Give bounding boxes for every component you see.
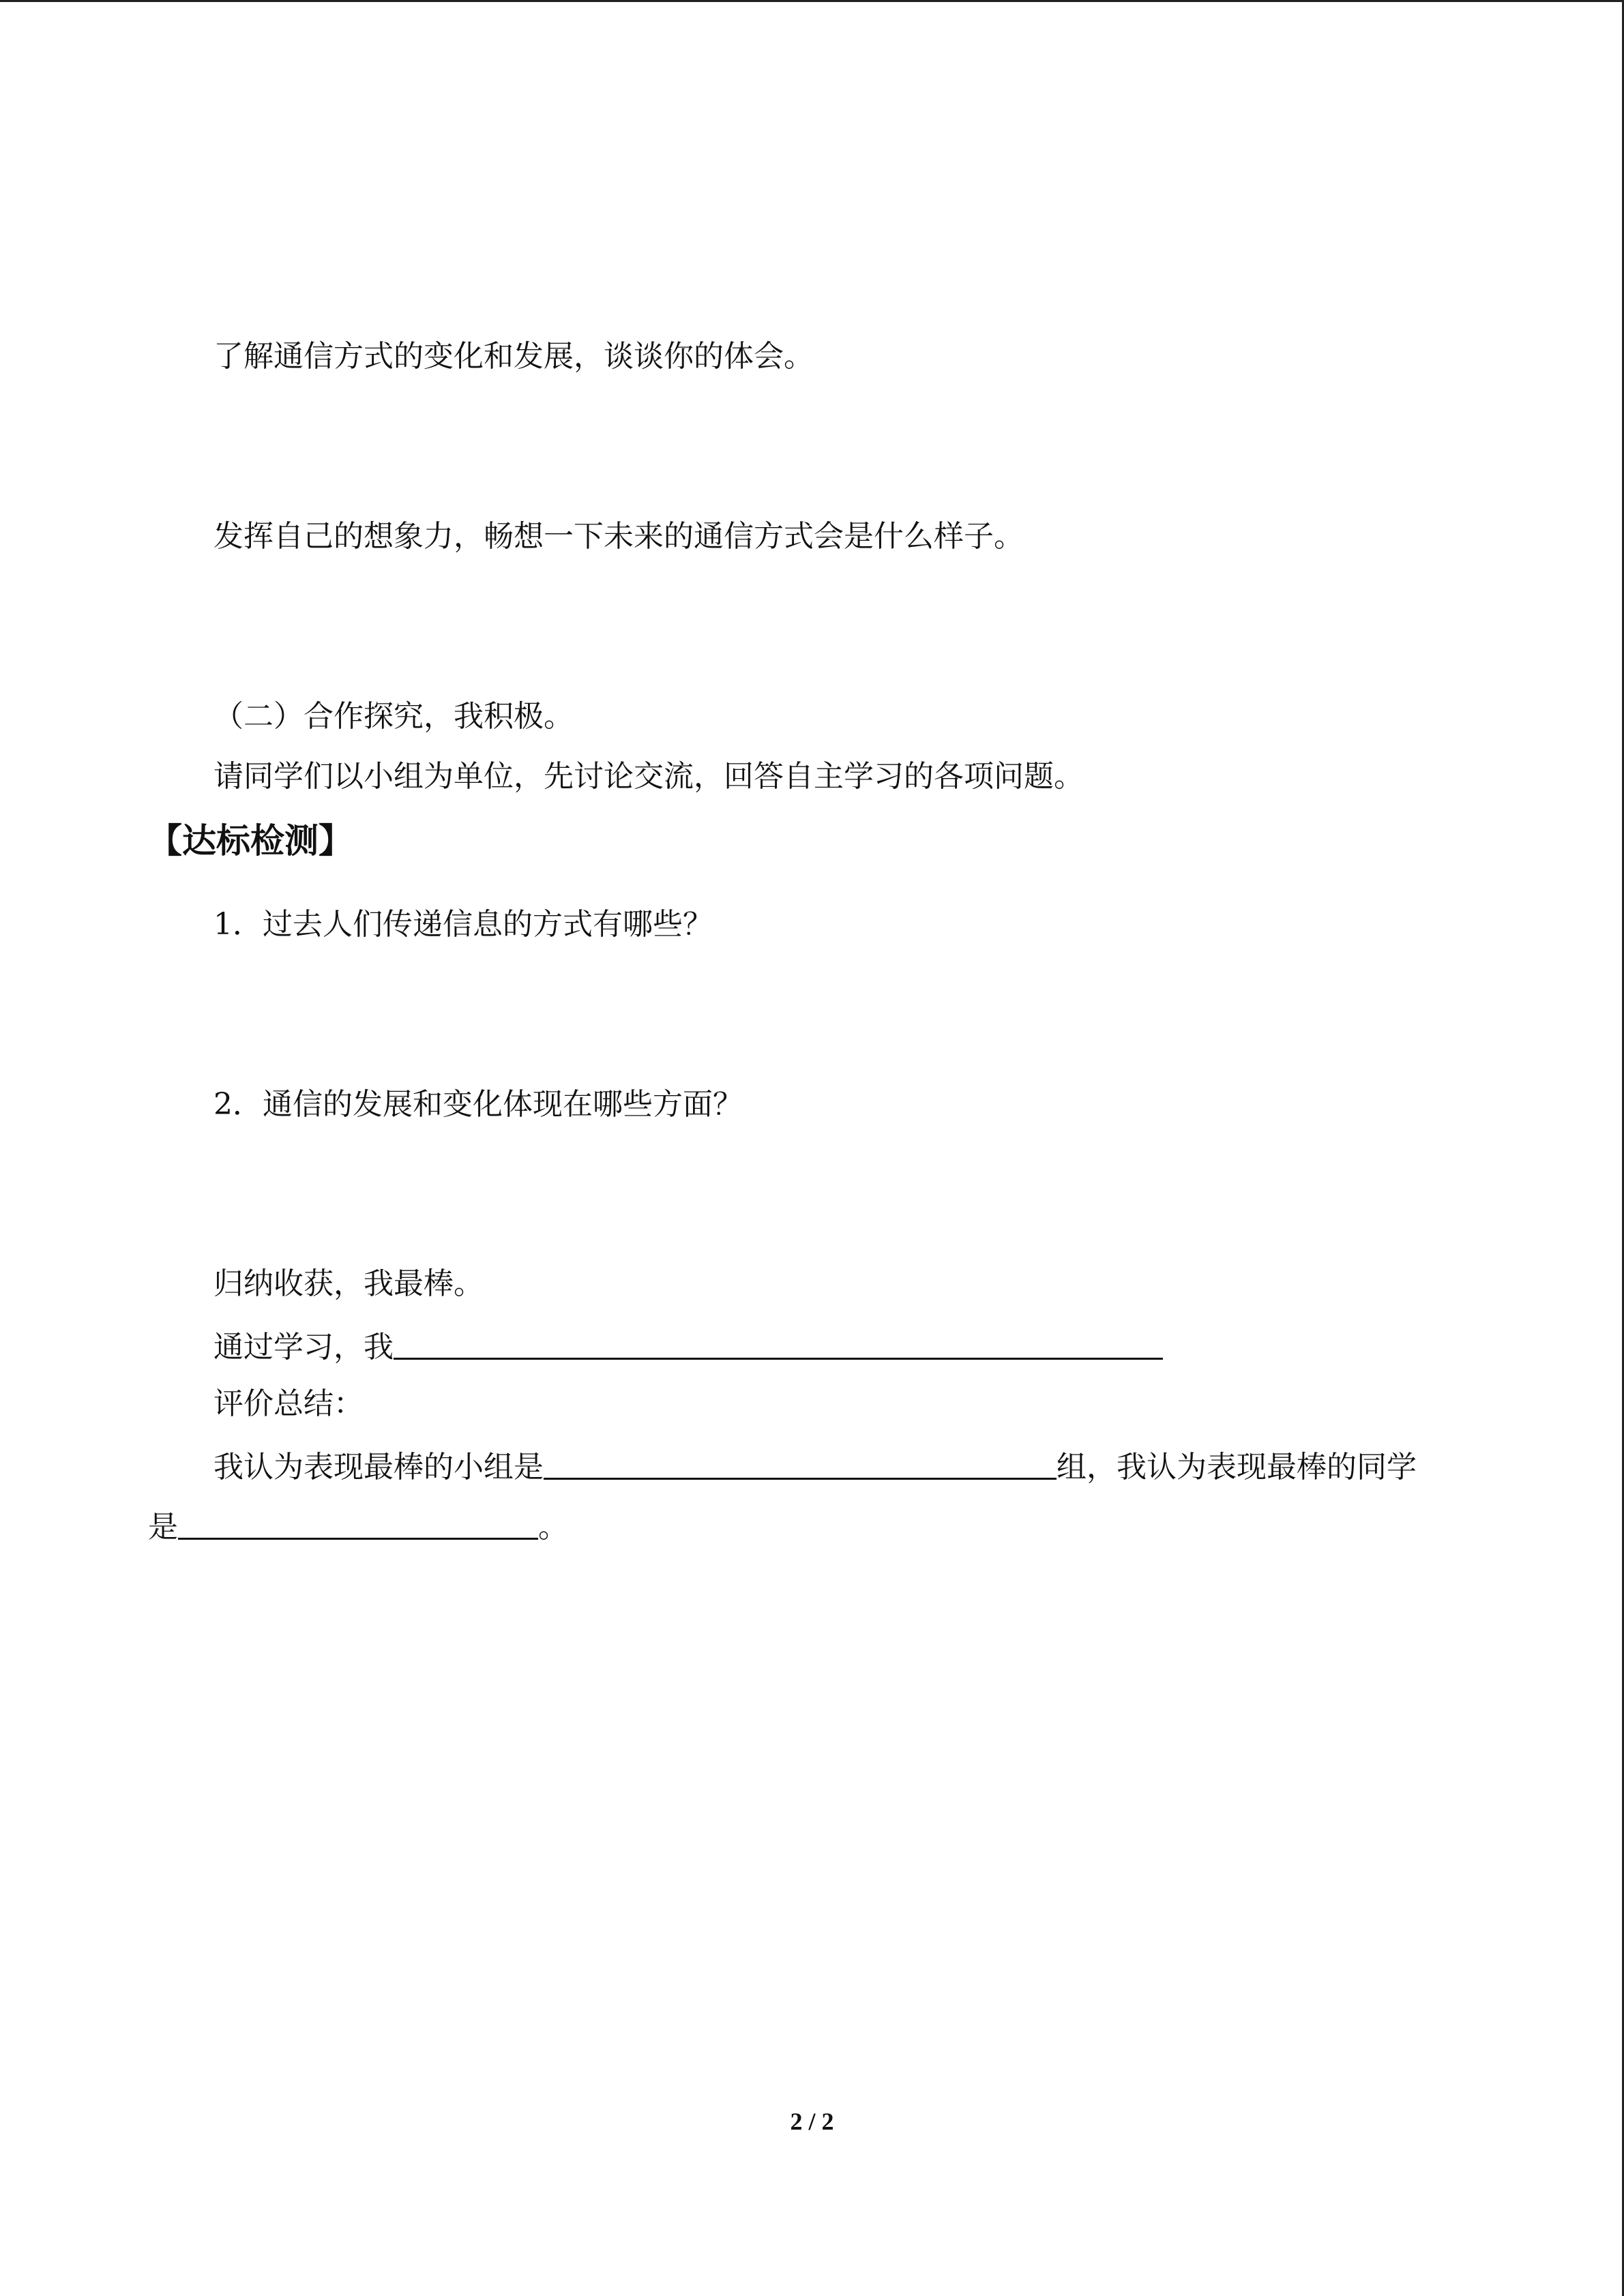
summary-heading: 归纳收获，我最棒。 xyxy=(213,1266,484,1301)
best-student-blank[interactable] xyxy=(178,1508,538,1540)
question-1: 1．过去人们传递信息的方式有哪些？ xyxy=(213,907,713,942)
evaluation-best-group-label: 我认为表现最棒的小组是 xyxy=(213,1450,544,1485)
evaluation-is-label: 是 xyxy=(148,1510,178,1545)
section-heading-assessment: 【达标检测】 xyxy=(148,821,353,861)
summary-prefix: 通过学习，我 xyxy=(213,1330,394,1365)
summary-line xyxy=(213,1325,1163,1367)
evaluation-period: 。 xyxy=(538,1510,568,1545)
paragraph-communication-change: 了解通信方式的变化和发展，谈谈你的体会。 xyxy=(213,339,814,374)
paragraph-group-discussion: 请同学们以小组为单位，先讨论交流，回答自主学习的各项问题。 xyxy=(213,759,1084,794)
best-group-blank[interactable] xyxy=(544,1448,1057,1480)
summary-answer-blank[interactable] xyxy=(394,1328,1163,1360)
paragraph-future-imagination: 发挥自己的想象力，畅想一下未来的通信方式会是什么样子。 xyxy=(213,519,1024,554)
evaluation-line-1 xyxy=(213,1445,1417,1487)
evaluation-best-student-label: 组，我认为表现最棒的同学 xyxy=(1057,1450,1417,1485)
evaluation-line-2 xyxy=(148,1505,568,1547)
section-cooperative-inquiry: （二）合作探究，我积极。 xyxy=(213,699,574,734)
page-number: 2 / 2 xyxy=(790,2108,834,2135)
question-2: 2．通信的发展和变化体现在哪些方面？ xyxy=(213,1087,743,1122)
evaluation-heading: 评价总结： xyxy=(213,1386,364,1421)
